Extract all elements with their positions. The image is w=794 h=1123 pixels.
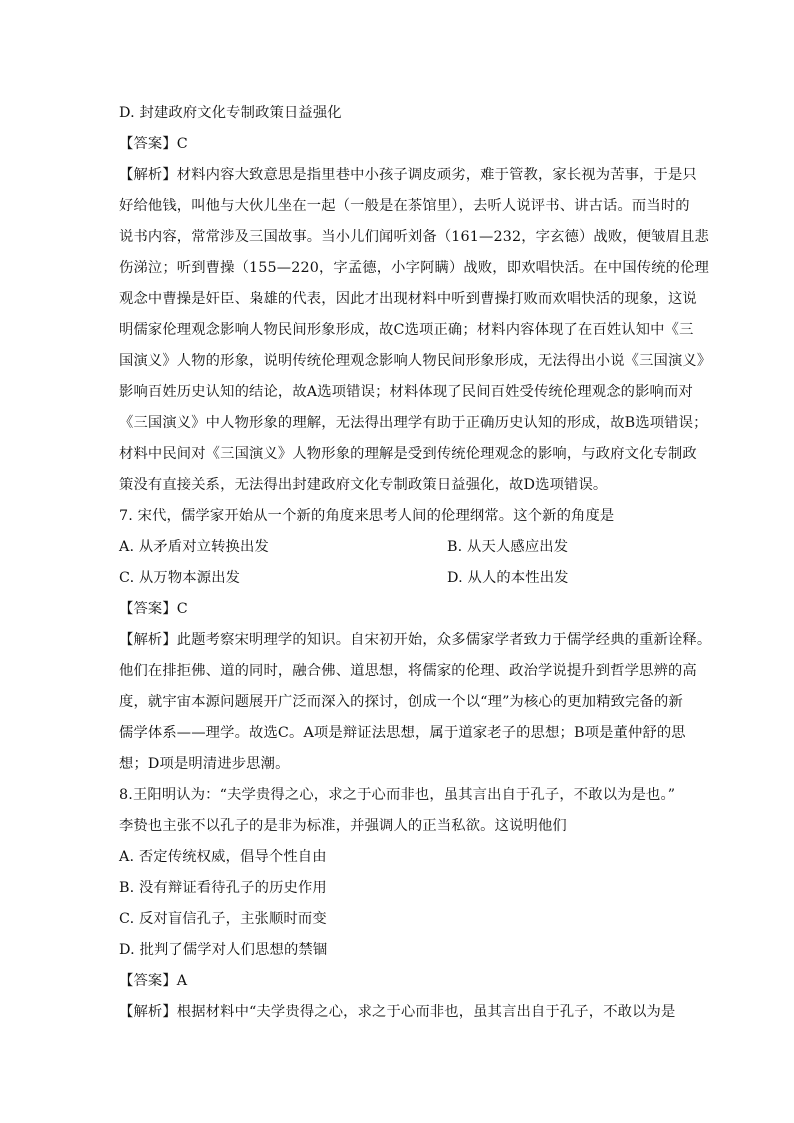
q6-analysis-line: 影响百姓历史认知的结论，故A选项错误；材料体现了民间百姓受传统伦理观念的影响而对 bbox=[119, 384, 693, 400]
q6-analysis-line: 《三国演义》中人物形象的理解，无法得出理学有助于正确历史认知的形成，故B选项错误； bbox=[119, 415, 708, 431]
q8-stem: 8.王阳明认为：“夫学贵得之心，求之于心而非也，虽其言出自于孔子，不敢以为是也。” bbox=[119, 787, 676, 803]
q7-option-c: C. 从万物本源出发 bbox=[119, 570, 241, 586]
q6-option-d: D. 封建政府文化专制政策日益强化 bbox=[119, 105, 342, 121]
q6-analysis-line: 明儒家伦理观念影响人物民间形象形成，故C选项正确；材料内容体现了在百姓认知中《三 bbox=[119, 322, 694, 338]
q7-stem: 7. 宋代，儒学家开始从一个新的角度来思考人间的伦理纲常。这个新的角度是 bbox=[119, 508, 615, 524]
q7-option-a: A. 从矛盾对立转换出发 bbox=[119, 539, 269, 555]
q6-analysis-line: 国演义》人物的形象，说明传统伦理观念影响人物民间形象形成，无法得出小说《三国演义》 bbox=[119, 353, 712, 369]
q6-analysis-line: 材料中民间对《三国演义》人物形象的理解是受到传统伦理观念的影响，与政府文化专制政 bbox=[119, 446, 697, 462]
q6-analysis-line: 【解析】材料内容大致意思是指里巷中小孩子调皮顽劣，难于管教，家长视为苦事，于是只 bbox=[119, 167, 697, 183]
q7-options-row-2 bbox=[119, 568, 679, 588]
q7-analysis-line: 儒学体系——理学。故选C。A项是辩证法思想，属于道家老子的思想；B项是董仲舒的思 bbox=[119, 725, 686, 741]
q7-analysis-line: 他们在排拒佛、道的同时，融合佛、道思想，将儒家的伦理、政治学说提升到哲学思辨的高 bbox=[119, 663, 697, 679]
q8-option-d: D. 批判了儒学对人们思想的禁锢 bbox=[119, 942, 328, 958]
q7-analysis-line: 【解析】此题考察宋明理学的知识。自宋初开始，众多儒家学者致力于儒学经典的重新诠释。 bbox=[119, 632, 712, 648]
q8-option-c: C. 反对盲信孔子，主张顺时而变 bbox=[119, 911, 327, 927]
q8-option-a: A. 否定传统权威，倡导个性自由 bbox=[119, 849, 327, 865]
q7-option-d: D. 从人的本性出发 bbox=[447, 570, 569, 586]
q6-analysis-line: 好给他钱，叫他与大伙儿坐在一起（一般是在茶馆里），去听人说评书、讲古话。而当时的 bbox=[119, 198, 690, 214]
q6-analysis-line: 策没有直接关系，无法得出封建政府文化专制政策日益强化，故D选项错误。 bbox=[119, 477, 608, 493]
q8-option-b: B. 没有辩证看待孔子的历史作用 bbox=[119, 880, 327, 896]
q7-answer: 【答案】C bbox=[119, 601, 188, 617]
q6-analysis-line: 伤涕泣；听到曹操（155—220，字孟德，小字阿瞒）战败，即欢唱快活。在中国传统的伦理 bbox=[119, 260, 710, 276]
q7-analysis-line: 想；D项是明清进步思潮。 bbox=[119, 756, 290, 772]
q7-options-row-1 bbox=[119, 537, 679, 557]
q6-analysis-line: 说书内容，常常涉及三国故事。当小儿们闻听刘备（161—232，字玄德）战败，便皱眉且悲 bbox=[119, 229, 710, 245]
q8-analysis-line: 【解析】根据材料中“夫学贵得之心，求之于心而非也，虽其言出自于孔子，不敢以为是 bbox=[119, 1004, 676, 1020]
q6-analysis-line: 观念中曹操是奸臣、枭雄的代表，因此才出现材料中听到曹操打败而欢唱快活的现象，这说 bbox=[119, 291, 697, 307]
q7-option-b: B. 从天人感应出发 bbox=[447, 539, 569, 555]
q8-answer: 【答案】A bbox=[119, 973, 188, 989]
q7-analysis-line: 度，就宇宙本源问题展开广泛而深入的探讨，创成一个以“理”为核心的更加精致完备的新 bbox=[119, 694, 683, 710]
q8-stem: 李贽也主张不以孔子的是非为标准，并强调人的正当私欲。这说明他们 bbox=[119, 818, 567, 834]
q6-answer: 【答案】C bbox=[119, 136, 188, 152]
